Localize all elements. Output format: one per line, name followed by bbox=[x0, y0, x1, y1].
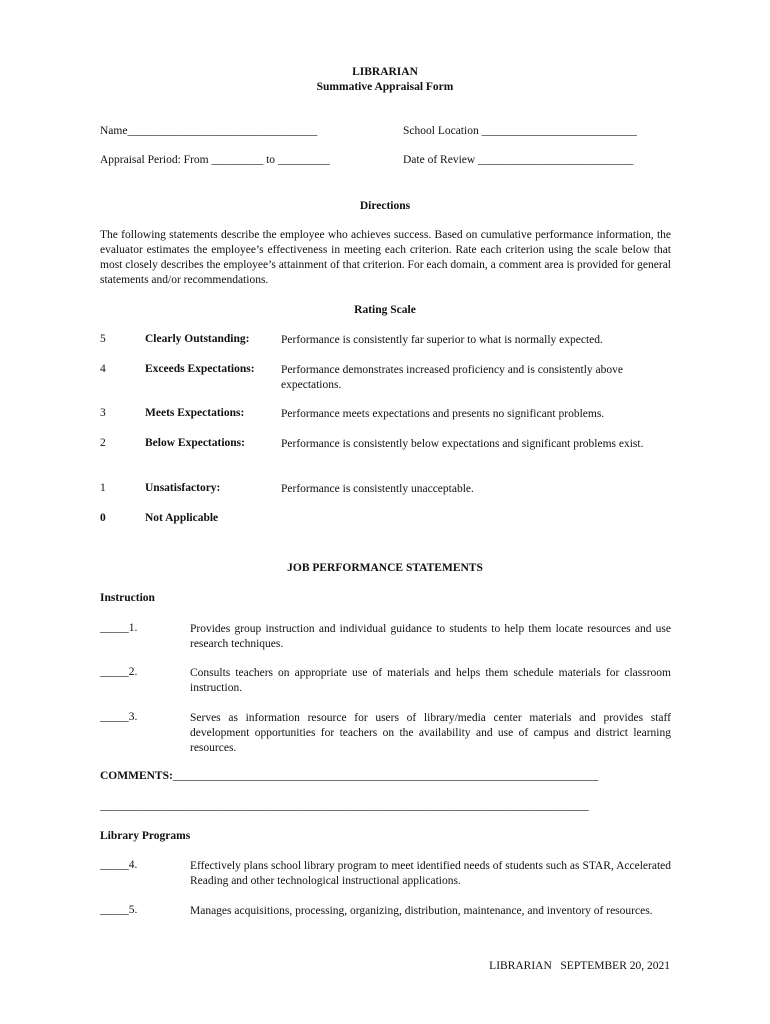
statement-rating-blank[interactable]: _____2. bbox=[100, 666, 138, 678]
statement-rating-blank[interactable]: _____5. bbox=[100, 904, 138, 916]
rating-description: Performance is consistently unacceptable. bbox=[281, 483, 474, 495]
statement-text: Effectively plans school library program to meet identified needs of students such as STAR, Accelerated Reading and other technological instructional applications. bbox=[190, 860, 671, 887]
form-title: LIBRARIAN bbox=[352, 66, 418, 78]
rating-label: Below Expectations: bbox=[145, 437, 245, 449]
comments-blank[interactable]: __________________________________________________________________________ bbox=[172, 770, 599, 782]
comments-line-1[interactable] bbox=[100, 770, 671, 782]
statement-rating-blank[interactable]: _____1. bbox=[100, 622, 138, 634]
rating-score: 5 bbox=[100, 333, 106, 345]
school-location-field[interactable]: School Location ___________________________ bbox=[403, 125, 637, 137]
comments-line-2[interactable]: _____________________________________________________________________________________ bbox=[100, 800, 589, 812]
rating-label: Clearly Outstanding: bbox=[145, 333, 250, 345]
appraisal-period-field[interactable]: Appraisal Period: From _________ to _________ bbox=[100, 154, 330, 166]
date-of-review-field[interactable]: Date of Review ___________________________ bbox=[403, 154, 634, 166]
rating-score: 3 bbox=[100, 407, 106, 419]
job-performance-heading: JOB PERFORMANCE STATEMENTS bbox=[287, 562, 483, 574]
rating-description: Performance meets expectations and presents no significant problems. bbox=[281, 408, 605, 420]
rating-label: Meets Expectations: bbox=[145, 407, 245, 419]
rating-description: Performance demonstrates increased proficiency and is consistently above expectations. bbox=[281, 364, 624, 391]
directions-heading: Directions bbox=[359, 200, 411, 212]
comments-label: COMMENTS: bbox=[100, 770, 173, 782]
rating-label: Unsatisfactory: bbox=[145, 482, 221, 494]
rating-score: 2 bbox=[100, 437, 106, 449]
library-programs-heading: Library Programs bbox=[100, 830, 191, 842]
rating-label: Exceeds Expectations: bbox=[145, 363, 255, 375]
statement-text: Provides group instruction and individual guidance to students to help them locate resources and use research techniques. bbox=[190, 623, 671, 650]
statement-text: Consults teachers on appropriate use of materials and helps them schedule materials for classroom instruction. bbox=[190, 667, 671, 694]
rating-description: Performance is consistently below expectations and significant problems exist. bbox=[281, 438, 644, 450]
instruction-heading: Instruction bbox=[100, 592, 155, 604]
rating-score: 0 bbox=[100, 512, 106, 524]
statement-rating-blank[interactable]: _____4. bbox=[100, 859, 138, 871]
rating-score: 1 bbox=[100, 482, 106, 494]
statement-text: Serves as information resource for users of library/media center materials and provides staff development opportunities for teachers on the availability and use of campus and district learning resources. bbox=[190, 712, 671, 754]
form-subtitle: Summative Appraisal Form bbox=[316, 81, 454, 93]
page-footer: LIBRARIAN SEPTEMBER 20, 2021 bbox=[489, 960, 670, 972]
directions-text: The following statements describe the employee who achieves success. Based on cumulative performance information, the evaluator estimates the employee’s effectiveness in meeting each criterion. Rate each criterion using the scale below that most closely describes the employee’s attainment of that criterion. For each domain, a comment area is provided for general statements and/or recommendations. bbox=[100, 229, 671, 286]
statement-rating-blank[interactable]: _____3. bbox=[100, 711, 138, 723]
rating-score: 4 bbox=[100, 363, 106, 375]
rating-description: Performance is consistently far superior to what is normally expected. bbox=[281, 334, 603, 346]
statement-text: Manages acquisitions, processing, organizing, distribution, maintenance, and inventory of resources. bbox=[190, 905, 653, 917]
rating-scale-heading: Rating Scale bbox=[354, 304, 416, 316]
name-field[interactable]: Name_________________________________ bbox=[100, 125, 318, 137]
rating-label: Not Applicable bbox=[145, 512, 219, 524]
